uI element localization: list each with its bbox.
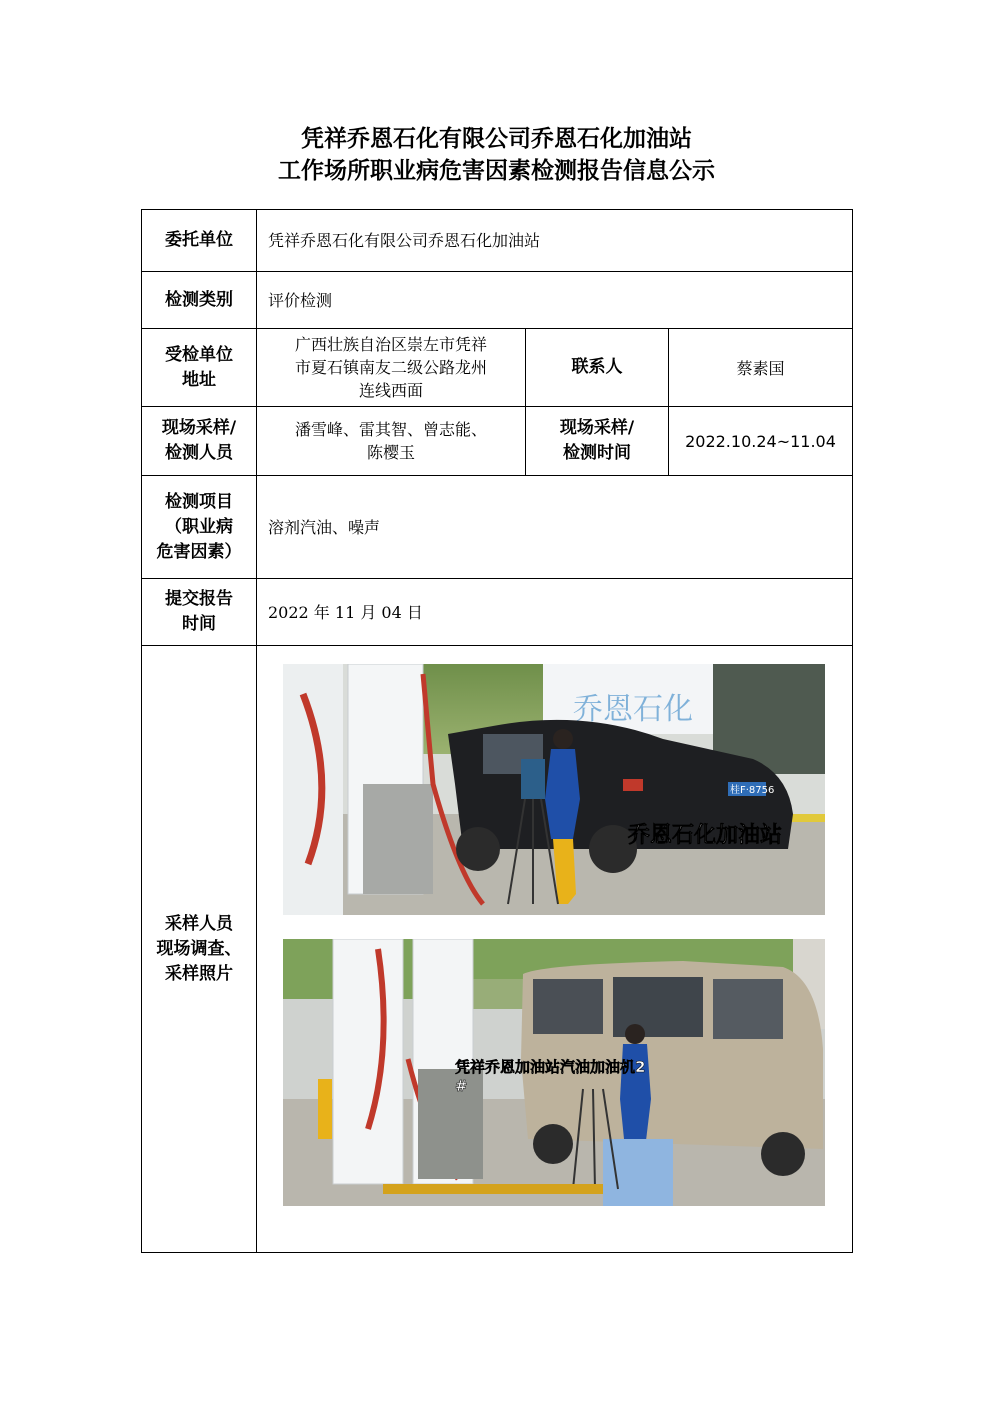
client-value: 凭祥乔恩石化有限公司乔恩石化加油站	[257, 210, 853, 272]
time-label-line: 现场采样/	[559, 418, 635, 438]
table-row	[142, 579, 853, 646]
address-label-line: 受检单位	[165, 344, 233, 365]
address-label	[142, 329, 257, 407]
photos-label	[142, 646, 257, 1253]
items-label-line: 危害因素）	[156, 541, 242, 562]
title-line-1: 凭祥乔恩石化有限公司乔恩石化加油站	[301, 126, 692, 152]
photo-1-caption: 乔恩石化加油站	[628, 823, 783, 848]
time-label-line: 检测时间	[563, 443, 631, 463]
time-label	[526, 407, 669, 476]
submit-label-line: 时间	[182, 614, 216, 634]
items-label-line: 检测项目	[165, 491, 233, 512]
photos-label-line: 采样照片	[165, 963, 233, 984]
submit-value: 2022 年 11 月 04 日	[257, 579, 853, 646]
address-line: 市夏石镇南友二级公路龙州	[294, 358, 487, 377]
photo-2-caption: 凭祥乔恩加油站汽油加油机2	[455, 1058, 646, 1076]
submit-label	[142, 579, 257, 646]
address-label-line: 地址	[182, 369, 216, 390]
address-line: 连线西面	[358, 381, 423, 400]
table-row	[142, 476, 853, 579]
address-line: 广西壮族自治区崇左市凭祥	[294, 335, 487, 354]
photos-label-line: 采样人员	[165, 913, 233, 934]
time-value: 2022.10.24~11.04	[669, 407, 853, 476]
staff-label-line: 检测人员	[165, 443, 233, 463]
table-row	[142, 329, 853, 407]
type-label: 检测类别	[142, 272, 257, 329]
table-row	[142, 272, 853, 329]
items-label-line: （职业病	[165, 516, 233, 537]
photo-1-plate: 桂F·8756	[730, 785, 775, 796]
svg-text:乔恩石化: 乔恩石化	[573, 692, 693, 727]
photo-1-illustration	[283, 664, 825, 915]
photos-label-line: 现场调查、	[156, 938, 242, 959]
sampling-photo-2	[283, 939, 825, 1206]
staff-line: 陈樱玉	[366, 443, 415, 462]
submit-label-line: 提交报告	[165, 589, 233, 609]
table-row	[142, 210, 853, 272]
client-label: 委托单位	[142, 210, 257, 272]
items-value: 溶剂汽油、噪声	[257, 476, 853, 579]
type-value: 评价检测	[257, 272, 853, 329]
table-row	[142, 407, 853, 476]
sampling-photo-1	[283, 664, 825, 915]
staff-label	[142, 407, 257, 476]
contact-label: 联系人	[526, 329, 669, 407]
photo-2-illustration	[283, 939, 825, 1206]
title-line-2: 工作场所职业病危害因素检测报告信息公示	[278, 158, 715, 184]
staff-line: 潘雪峰、雷其智、曾志能、	[294, 420, 487, 439]
photo-2-caption-hash: #	[455, 1077, 468, 1095]
address-value	[257, 329, 526, 407]
items-label	[142, 476, 257, 579]
staff-value	[257, 407, 526, 476]
contact-value: 蔡素国	[669, 329, 853, 407]
staff-label-line: 现场采样/	[161, 418, 237, 438]
